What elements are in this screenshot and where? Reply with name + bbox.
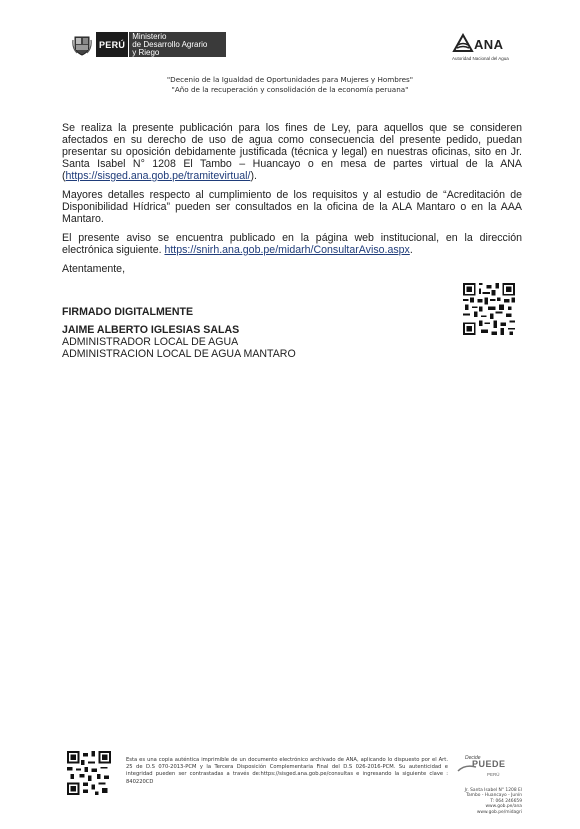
puede-logo-line-2: PUEDE [472,759,506,769]
address-line-2: Tambo - Huancayo - Junín [466,793,522,799]
paragraph-publication-text: El presente aviso se encuentra publicado en la página web institucional, en la dirección electrónica siguiente. [62,232,522,256]
footer-qr-code [67,751,111,795]
paragraph-opposition-text: Se realiza la presente publicación para los fines de Ley, para aquellos que se consideren afectados en su derecho de uso de agua como consecuencia del presente pedido, puedan presentar su oposición debidamente justificada (técnica y legal) en nuestras oficinas, sito en Jr. Santa Isabel N° 1208 El Tambo – Huancayo o en mesa de partes virtual de la ANA ( [62,122,522,182]
address-line-1: Jr. Santa Isabel N° 1208 El [464,788,522,793]
ana-subtitle: Autoridad Nacional del Agua [452,56,509,61]
address-line-3: T: 064 246659 [490,798,522,804]
paragraph-opposition [62,122,522,182]
puede-logo-line-3: PERÚ [487,772,500,777]
decenio-line-2: "Año de la recuperación y consolidación de la economía peruana" [171,84,409,94]
footer-address [462,788,522,815]
closing-text: Atentamente, [62,263,126,275]
signer-role: ADMINISTRADOR LOCAL DE AGUA [62,336,239,348]
ana-logo-text: ANA [474,37,504,52]
puede-peru-logo [455,755,525,785]
address-line-4: www.gob.pe/ana [485,804,522,810]
ministry-line-3: y Riego [132,48,160,57]
puede-logo-line-1: Decide [465,755,481,761]
paragraph-publication [62,232,522,256]
peru-label: PERÚ [96,32,128,57]
decenio-line-1: "Decenio de la Igualdad de Oportunidades para Mujeres y Hombres" [166,75,414,84]
consultar-aviso-link[interactable]: https://snirh.ana.gob.pe/midarh/ConsultarAviso.aspx [164,244,410,256]
authenticity-notice: Esta es una copia auténtica imprimible de un documento electrónico archivado de ANA, aplicando lo dispuesto por el Art. 25 de D.S 070-2013-PCM y la Tercera Disposición Complementaria Final del D.S 026-2016-PCM. Su autenticidad e integridad pueden ser contrastadas a través de:https://sisged.ana.gob.pe/consultas e ingresando la siguiente clave : 840220CD [126,757,448,785]
ministry-line-2: de Desarrollo Agrario [132,40,208,49]
signature-qr-code [463,283,515,335]
paragraph-opposition-end: ). [250,170,257,182]
signed-digitally-label: FIRMADO DIGITALMENTE [62,306,194,318]
ministry-name [129,32,226,57]
paragraph-publication-end: . [409,244,413,256]
tramite-virtual-link[interactable]: https://sisged.ana.gob.pe/tramitevirtual/ [65,170,251,182]
signer-office: ADMINISTRACION LOCAL DE AGUA MANTARO [62,348,296,360]
coat-of-arms-icon [72,34,92,56]
signature-block [62,306,296,360]
ministry-line-1: Ministerio [132,32,167,41]
puede-swoosh-icon [457,763,477,773]
paragraph-details: Mayores detalles respecto al cumplimiento de los requisitos y al estudio de “Acreditación de Disponibilidad Hídrica” pueden ser consultados en la oficina de la ALA Mantaro o en la AAA Mantaro. [62,189,522,225]
decenio-header [0,75,580,94]
ana-mark-icon [452,33,474,53]
address-line-5: www.gob.pe/midagri [476,809,522,815]
ministry-logo [72,32,226,57]
signer-name: JAIME ALBERTO IGLESIAS SALAS [62,324,240,336]
notice-body [62,122,522,282]
